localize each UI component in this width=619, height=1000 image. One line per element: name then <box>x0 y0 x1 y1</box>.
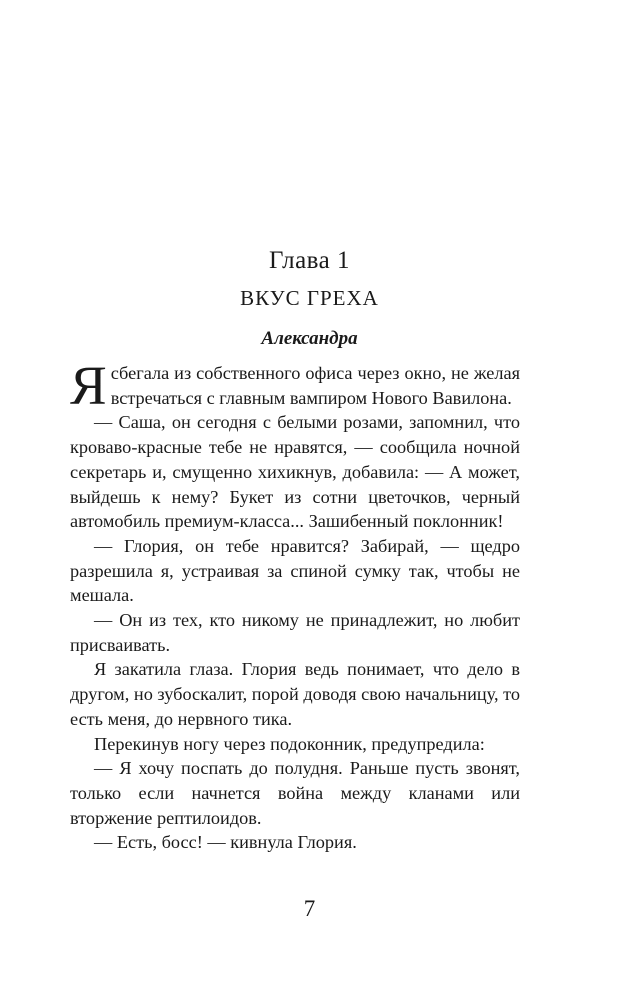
chapter-title: ВКУС ГРЕХА <box>240 286 379 310</box>
page-number: 7 <box>303 896 316 921</box>
pov-character-name: Александра <box>261 328 358 349</box>
paragraph: Я закатила глаза. Глория ведь понимает, что дело в другом, но зубоскалит, порой доводя свою начальницу, то есть меня, до нервного тика. <box>70 659 520 729</box>
paragraph-text: сбегала из собственного офиса через окно, не желая встречаться с главным вампиром Нового Вавилона. <box>110 363 520 408</box>
chapter-number: Глава 1 <box>269 247 350 274</box>
paragraph: — Он из тех, кто никому не принадлежит, но любит присваивать. <box>70 610 520 655</box>
paragraph: Перекинув ногу через подоконник, предупредила: <box>94 733 485 754</box>
paragraph: — Есть, босс! — кивнула Глория. <box>94 832 357 853</box>
paragraph: — Саша, он сегодня с белыми розами, запомнил, что кроваво-красные тебе не нравятся, — сообщила ночной секретарь и, смущенно хихикнув, добавила: — А может, выйдешь к нему? Букет из сотни цветочков, черный автомобиль премиум-класса... Зашибенный поклонник! <box>70 412 520 532</box>
paragraph <box>70 355 520 416</box>
paragraph: — Глория, он тебе нравится? Забирай, — щедро разрешила я, устраивая за спиной сумку так, чтобы не мешала. <box>70 535 520 606</box>
drop-cap: Я <box>70 355 107 416</box>
paragraph: — Я хочу поспать до полудня. Раньше пусть звонят, только если начнется война между кланами или вторжение рептилоидов. <box>70 758 520 828</box>
chapter-body <box>70 355 520 855</box>
